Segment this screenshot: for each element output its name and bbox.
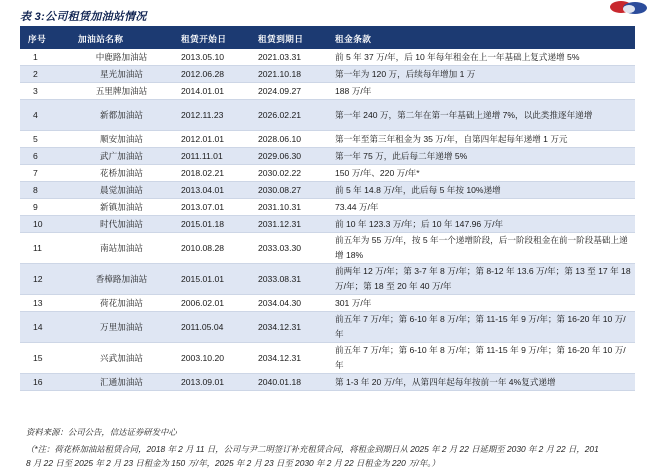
cell-rent-terms: 第一年 75 万，此后每二年递增 5% [327, 148, 635, 165]
cell-rent-terms: 前五年为 55 万/年，按 5 年一个递增阶段，后一阶段租金在前一阶段基础上递增 18% [327, 233, 635, 264]
cell-station-name: 新镇加油站 [70, 199, 173, 216]
cell-no: 14 [20, 312, 70, 343]
cell-end-date: 2031.12.31 [250, 216, 327, 233]
cell-station-name: 荷花加油站 [70, 295, 173, 312]
table-title: 表 3:公司租赁加油站情况 [20, 11, 147, 23]
table-row [20, 264, 635, 295]
table-header-row [20, 28, 635, 49]
cell-start-date: 2013.05.10 [173, 49, 250, 66]
table-row [20, 374, 635, 391]
brand-logo-icon [601, 1, 653, 15]
cell-no: 3 [20, 83, 70, 100]
cell-start-date: 2006.02.01 [173, 295, 250, 312]
cell-no: 4 [20, 100, 70, 131]
cell-end-date: 2034.12.31 [250, 343, 327, 374]
cell-station-name: 兴武加油站 [70, 343, 173, 374]
cell-rent-terms: 第一年 240 万，第二年在第一年基础上递增 7%，以此类推逐年递增 [327, 100, 635, 131]
cell-rent-terms: 前两年 12 万/年；第 3-7 年 8 万/年；第 8-12 年 13.6 万/年；第 13 至 17 年 18 万/年；第 18 至 20 年 40 万/年 [327, 264, 635, 295]
cell-station-name: 顺安加油站 [70, 131, 173, 148]
table-row [20, 216, 635, 233]
cell-start-date: 2003.10.20 [173, 343, 250, 374]
cell-station-name: 中鹿路加油站 [70, 49, 173, 66]
cell-start-date: 2013.04.01 [173, 182, 250, 199]
cell-end-date: 2033.08.31 [250, 264, 327, 295]
cell-start-date: 2012.11.23 [173, 100, 250, 131]
cell-start-date: 2013.07.01 [173, 199, 250, 216]
cell-rent-terms: 前 5 年 14.8 万/年，此后每 5 年按 10%递增 [327, 182, 635, 199]
table-row [20, 148, 635, 165]
footnote-line-1: （*注：荷花桥加油站租赁合同，2018 年 2 月 11 日，公司与尹二明签订补充租赁合同，将租金到期日从 2025 年 2 月 22 日延期至 2030 年 2 月 22 日，201 [26, 444, 599, 454]
cell-end-date: 2031.10.31 [250, 199, 327, 216]
table-row [20, 165, 635, 182]
header-station: 加油站名称 [78, 33, 124, 44]
cell-no: 1 [20, 49, 70, 66]
table-row [20, 83, 635, 100]
lease-table [20, 28, 635, 391]
cell-start-date: 2010.08.28 [173, 233, 250, 264]
header-end: 租赁到期日 [258, 33, 304, 44]
cell-station-name: 新都加油站 [70, 100, 173, 131]
table-row [20, 66, 635, 83]
cell-rent-terms: 前 5 年 37 万/年，后 10 年每年租金在上一年基础上复式递增 5% [327, 49, 635, 66]
cell-rent-terms: 前五年 7 万/年；第 6-10 年 8 万/年；第 11-15 年 9 万/年；第 16-20 年 10 万/年 [327, 343, 635, 374]
cell-station-name: 万里加油站 [70, 312, 173, 343]
cell-no: 12 [20, 264, 70, 295]
cell-start-date: 2015.01.18 [173, 216, 250, 233]
cell-end-date: 2021.10.18 [250, 66, 327, 83]
cell-station-name: 南站加油站 [70, 233, 173, 264]
cell-no: 10 [20, 216, 70, 233]
source-note: 资料来源：公司公告，信达证券研发中心 [26, 427, 177, 437]
cell-station-name: 武广加油站 [70, 148, 173, 165]
cell-end-date: 2030.08.27 [250, 182, 327, 199]
cell-no: 6 [20, 148, 70, 165]
cell-rent-terms: 第一年为 120 万，后续每年增加 1 万 [327, 66, 635, 83]
cell-station-name: 花桥加油站 [70, 165, 173, 182]
cell-end-date: 2024.09.27 [250, 83, 327, 100]
cell-start-date: 2018.02.21 [173, 165, 250, 182]
cell-no: 15 [20, 343, 70, 374]
cell-rent-terms: 前 10 年 123.3 万/年；后 10 年 147.96 万/年 [327, 216, 635, 233]
cell-no: 16 [20, 374, 70, 391]
cell-start-date: 2011.11.01 [173, 148, 250, 165]
cell-station-name: 时代加油站 [70, 216, 173, 233]
cell-rent-terms: 301 万/年 [327, 295, 635, 312]
cell-rent-terms: 前五年 7 万/年；第 6-10 年 8 万/年；第 11-15 年 9 万/年；第 16-20 年 10 万/年 [327, 312, 635, 343]
cell-no: 2 [20, 66, 70, 83]
cell-end-date: 2040.01.18 [250, 374, 327, 391]
cell-rent-terms: 第 1-3 年 20 万/年，从第四年起每年按前一年 4%复式递增 [327, 374, 635, 391]
cell-end-date: 2034.12.31 [250, 312, 327, 343]
header-terms: 租金条款 [335, 33, 372, 44]
cell-end-date: 2033.03.30 [250, 233, 327, 264]
cell-rent-terms: 73.44 万/年 [327, 199, 635, 216]
table-row [20, 295, 635, 312]
cell-end-date: 2030.02.22 [250, 165, 327, 182]
cell-end-date: 2034.04.30 [250, 295, 327, 312]
cell-rent-terms: 188 万/年 [327, 83, 635, 100]
cell-start-date: 2015.01.01 [173, 264, 250, 295]
table-row [20, 233, 635, 264]
table-row [20, 182, 635, 199]
cell-no: 11 [20, 233, 70, 264]
header-start: 租赁开始日 [181, 33, 227, 44]
cell-end-date: 2021.03.31 [250, 49, 327, 66]
cell-station-name: 五里牌加油站 [70, 83, 173, 100]
cell-no: 8 [20, 182, 70, 199]
cell-start-date: 2012.06.28 [173, 66, 250, 83]
cell-station-name: 晨觉加油站 [70, 182, 173, 199]
cell-start-date: 2013.09.01 [173, 374, 250, 391]
cell-no: 13 [20, 295, 70, 312]
cell-end-date: 2026.02.21 [250, 100, 327, 131]
table-row [20, 312, 635, 343]
cell-end-date: 2029.06.30 [250, 148, 327, 165]
cell-no: 9 [20, 199, 70, 216]
cell-rent-terms: 150 万/年、220 万/年* [327, 165, 635, 182]
table-row [20, 100, 635, 131]
cell-station-name: 星光加油站 [70, 66, 173, 83]
cell-start-date: 2014.01.01 [173, 83, 250, 100]
header-no: 序号 [28, 33, 47, 44]
cell-no: 5 [20, 131, 70, 148]
table-row [20, 131, 635, 148]
cell-rent-terms: 第一年至第三年租金为 35 万/年，自第四年起每年递增 1 万元 [327, 131, 635, 148]
footnote-line-2: 8 月 22 日至 2025 年 2 月 23 日租金为 150 万/年，2025 年 2 月 23 日至 2030 年 2 月 22 日租金为 220 万/年。） [26, 458, 440, 468]
cell-station-name: 汇通加油站 [70, 374, 173, 391]
table-row [20, 49, 635, 66]
cell-start-date: 2012.01.01 [173, 131, 250, 148]
cell-end-date: 2028.06.10 [250, 131, 327, 148]
cell-station-name: 香樟路加油站 [70, 264, 173, 295]
cell-no: 7 [20, 165, 70, 182]
table-row [20, 199, 635, 216]
table-row [20, 343, 635, 374]
cell-start-date: 2011.05.04 [173, 312, 250, 343]
